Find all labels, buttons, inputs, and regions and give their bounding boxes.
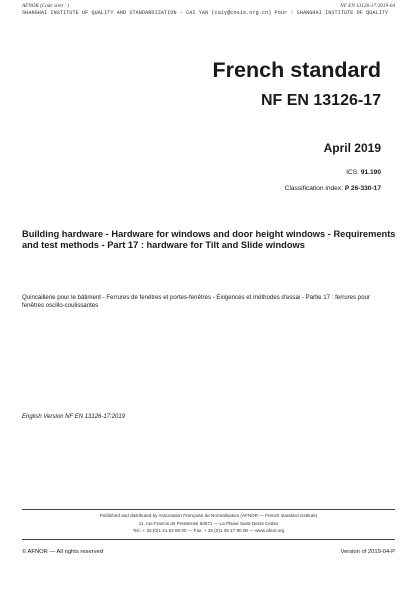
footer-divider <box>22 539 395 540</box>
publisher-line-2: 11, rue Francis de Pressensé 93571 — La Plaine Saint-Denis Cedex <box>138 521 279 526</box>
ics-value: 91.190 <box>360 169 381 176</box>
publisher-divider <box>22 509 395 510</box>
header-licensee: SHANGHAI INSTITUTE OF QUALITY AND STANDARDIZATION - CAI YAN (caiy@cnsis.org.cn) Pour : SHANGHAI INSTITUTE OF QUALITY <box>22 10 389 16</box>
document-title: French standard <box>212 58 381 82</box>
standard-number: NF EN 13126-17 <box>260 92 381 109</box>
ics-label: ICS: <box>346 169 359 176</box>
copyright: © AFNOR — All rights reserved <box>22 549 103 555</box>
french-title: Quincaillerie pour le bâtiment - Ferrures de fenêtres et portes-fenêtres - Exigences et méthodes d'essai - Partie 17 : ferrures pour fenêtres oscillo-coulissantes <box>22 294 370 309</box>
classification-label: Classification index: <box>284 185 343 192</box>
publisher-line-3: Tel.: + 33 (0)1 41 62 80 00 — Fax: + 33 (0)1 49 17 90 00 — www.afnor.org <box>132 528 285 533</box>
header-left: AFNOR (Code siret : ) <box>22 3 70 9</box>
classification-value: P 26-330-17 <box>344 185 381 192</box>
classification-line <box>285 185 381 192</box>
publication-date: April 2019 <box>323 141 381 155</box>
version: Version of 2019-04-P <box>340 549 395 555</box>
publisher-line-1: Published and distributed by Association Française de Normalisation (AFNOR — French standard institute) <box>99 513 318 518</box>
header-right: NF EN 13126-17:2019-04 <box>340 3 395 9</box>
english-title: Building hardware - Hardware for windows and door height windows - Requirements and test methods - Part 17 : hardware for Tilt and Slide windows <box>22 229 396 251</box>
ics-line <box>346 169 381 176</box>
english-version: English Version NF EN 13126-17:2019 <box>22 414 126 420</box>
